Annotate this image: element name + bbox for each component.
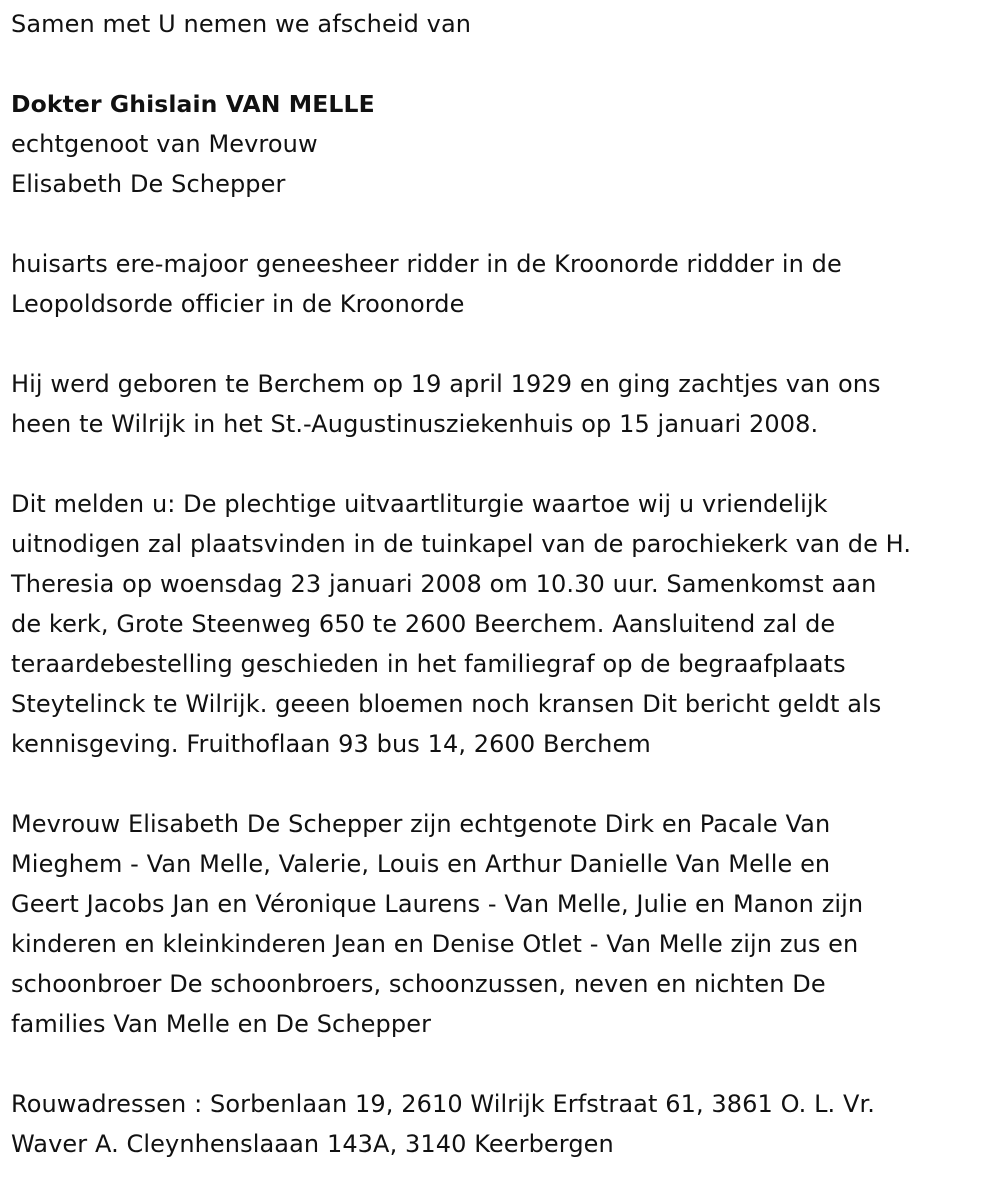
addresses-paragraph [11, 1084, 996, 1164]
intro-text: Samen met U nemen we afscheid van [11, 10, 472, 38]
ceremony-line: uitnodigen zal plaatsvinden in de tuinkapel van de parochiekerk van de H. [11, 530, 912, 558]
family-line: Mevrouw Elisabeth De Schepper zijn echtgenote Dirk en Pacale Van [11, 810, 831, 838]
family-line: Mieghem - Van Melle, Valerie, Louis en Arthur Danielle Van Melle en [11, 850, 831, 878]
titles-line: Leopoldsorde officier in de Kroonorde [11, 290, 465, 318]
spacer [11, 1044, 996, 1084]
spacer [11, 324, 996, 364]
birth-death-paragraph [11, 364, 996, 444]
spacer [11, 764, 996, 804]
titles-paragraph [11, 244, 996, 324]
family-line: kinderen en kleinkinderen Jean en Denise Otlet - Van Melle zijn zus en [11, 930, 859, 958]
ceremony-line: Dit melden u: De plechtige uitvaartliturgie waartoe wij u vriendelijk [11, 490, 828, 518]
addresses-line: Rouwadressen : Sorbenlaan 19, 2610 Wilrijk Erfstraat 61, 3861 O. L. Vr. [11, 1090, 876, 1118]
ceremony-line: de kerk, Grote Steenweg 650 te 2600 Beerchem. Aansluitend zal de [11, 610, 836, 638]
ceremony-line: Steytelinck te Wilrijk. geeen bloemen noch kransen Dit bericht geldt als [11, 690, 882, 718]
spacer [11, 204, 996, 244]
birth-death-line: heen te Wilrijk in het St.-Augustinusziekenhuis op 15 januari 2008. [11, 410, 819, 438]
family-paragraph [11, 804, 996, 1044]
spacer [11, 444, 996, 484]
spacer [11, 44, 996, 84]
deceased-name: Dokter Ghislain VAN MELLE [11, 90, 375, 118]
addresses-line: Waver A. Cleynhenslaaan 143A, 3140 Keerbergen [11, 1130, 614, 1158]
family-line: families Van Melle en De Schepper [11, 1010, 432, 1038]
titles-line: huisarts ere-majoor geneesheer ridder in de Kroonorde riddder in de [11, 250, 842, 278]
ceremony-paragraph [11, 484, 996, 764]
ceremony-line: kennisgeving. Fruithoflaan 93 bus 14, 2600 Berchem [11, 730, 651, 758]
spouse-line-1: echtgenoot van Mevrouw [11, 130, 318, 158]
ceremony-line: teraardebestelling geschieden in het familiegraf op de begraafplaats [11, 650, 846, 678]
obituary-document [11, 4, 996, 1164]
ceremony-line: Theresia op woensdag 23 januari 2008 om 10.30 uur. Samenkomst aan [11, 570, 877, 598]
spouse-line-2: Elisabeth De Schepper [11, 170, 286, 198]
birth-death-line: Hij werd geboren te Berchem op 19 april 1929 en ging zachtjes van ons [11, 370, 881, 398]
family-line: Geert Jacobs Jan en Véronique Laurens - Van Melle, Julie en Manon zijn [11, 890, 864, 918]
family-line: schoonbroer De schoonbroers, schoonzussen, neven en nichten De [11, 970, 826, 998]
